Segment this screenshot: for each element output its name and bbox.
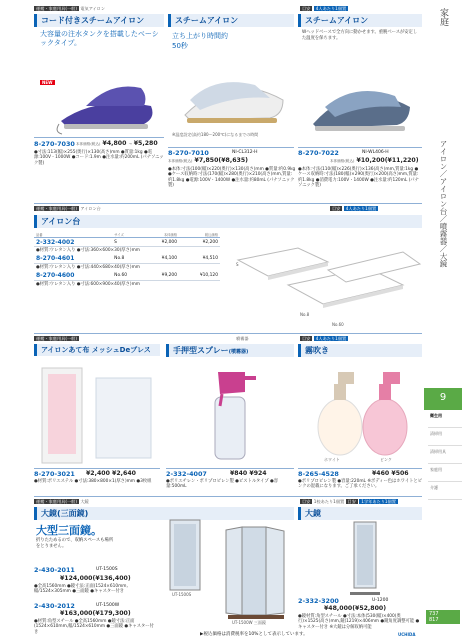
price: ¥2,400	[86, 470, 110, 477]
board-label: S	[236, 262, 239, 267]
product-tag: 運搬・家庭用具(一般) 大鏡	[36, 499, 89, 504]
product-spec: ●鏡材質:角型スチール ●寸法:本体(530(幅)×400(奥行)×1525(高さ)mm,鏡(1219)×406mm ●鏡角度調整可能 ●キャスター付き ※大鏡は分解収納可能	[298, 614, 420, 630]
product-code: 8-265-4528	[298, 470, 339, 478]
product-title	[166, 344, 294, 357]
product-price	[86, 470, 136, 477]
product-lead: Wヘッドベースで全方向に動かせます。重腕ベースが安定した温度を保ちます。	[302, 30, 418, 41]
divider	[34, 468, 160, 469]
product-title: アイロンあて布 メッシュDeプレス	[34, 344, 160, 356]
product-model: UT-1500W	[96, 603, 120, 608]
price: ¥163,000	[60, 610, 93, 617]
product-price	[372, 470, 409, 477]
product-model: NI-CL312-H	[232, 150, 258, 155]
table-row[interactable]: 8-270-4600 No.60 ¥9,200 ¥10,120	[36, 272, 218, 280]
product-spec: ●寸法:113(幅)×255(奥行)×130(高さ)mm ●質量:1kg ●電源:100V・1000W ●コード:1.9m ●注水量:約200mL (パナソニック製)	[34, 150, 164, 166]
side-tab-item[interactable]: 衛生用	[428, 410, 462, 428]
divider	[168, 147, 294, 148]
price: ¥10,200	[356, 157, 385, 164]
product-price	[60, 610, 131, 617]
price-tax: ¥2,640	[112, 470, 136, 477]
product-lead: 大容量の注水タンクを搭載したベーシックタイプ。	[40, 30, 159, 48]
product-code: 2-430-2012	[34, 602, 75, 610]
product-price: 本体価格(税込) ¥10,200(¥11,220)	[330, 157, 419, 164]
pressing-cloth-image	[36, 362, 161, 467]
title-sub: (噴霧器)	[228, 349, 249, 355]
table-row[interactable]: 2-332-4002 S ¥2,000 ¥2,200	[36, 238, 218, 246]
price: ¥7,850	[194, 157, 219, 164]
product-price	[60, 575, 131, 582]
page-number-box	[426, 610, 460, 624]
product-code: 8-270-7030	[34, 140, 75, 148]
price-tax: ¥506	[391, 470, 409, 477]
new-badge: NEW	[42, 80, 53, 85]
price: ¥48,000	[324, 605, 353, 612]
footer-note: ▶税込価格は消費税率を10%として表示しています。	[200, 632, 308, 637]
divider	[298, 147, 422, 148]
color-label: ホワイト	[324, 457, 340, 462]
product-spec: ●全高1560mm ●鏡寸法:正面(1524×610mm,幅/1524×305mm ●三面鏡 ●キャスター付き	[34, 584, 128, 595]
price: ¥4,800	[102, 140, 127, 147]
product-spec: ●材質:角型スチール ●全高1560mm ●鏡寸法:正面(1524×610mm,幅/1524×610mm ●三面鏡 ●キャスター付き	[34, 619, 154, 635]
title-main: 手押型スプレー	[173, 346, 229, 355]
usage-badge: 目安 4人あたり1個置	[332, 206, 377, 211]
product-price	[324, 605, 386, 612]
usage-badge: 目安 4人あたり1個置	[302, 336, 347, 341]
product-title: アイロン台	[34, 215, 422, 228]
category-vertical-title: アイロン／アイロン台／噴霧器／大鏡	[439, 140, 448, 268]
section-divider	[34, 496, 422, 497]
board-label: No.8	[300, 312, 310, 317]
product-model: U-1200	[372, 598, 389, 603]
product-code: 2-332-3200	[298, 597, 339, 605]
side-index	[428, 410, 462, 500]
side-tab-item[interactable]: 清掃用具	[428, 446, 462, 464]
page-number-b: 817	[429, 617, 439, 623]
product-title: コード付きスチームアイロン	[34, 14, 164, 27]
product-title: 大鏡(三面鏡)	[34, 507, 294, 520]
product-title: スチームアイロン	[168, 14, 294, 27]
product-code: 2-430-2011	[34, 566, 75, 574]
section-divider	[34, 203, 422, 204]
section-divider	[34, 333, 422, 334]
steam-iron-2-image	[305, 62, 417, 140]
price: ¥124,000	[60, 575, 93, 582]
product-price	[230, 470, 267, 477]
standing-mirror-image	[340, 520, 390, 600]
side-tab-item[interactable]: 介護	[428, 482, 462, 500]
price-tax: (¥179,300)	[92, 610, 131, 617]
product-spec: ●ポリプロピレン製 ●容量:220mL ※ボディー色はホワイトとピンクの混載になります。ご了承ください。	[298, 479, 423, 490]
side-tab-item[interactable]: 清掃用	[428, 428, 462, 446]
product-spec: ●材質:ポリエステル ●寸法:380×800×1(厚さ)mm ●3枚組	[34, 479, 152, 484]
divider	[166, 468, 294, 469]
product-code: 2-332-4007	[166, 470, 207, 478]
product-code: 8-270-3021	[34, 470, 75, 478]
ironing-board-image	[228, 230, 423, 330]
divider	[34, 137, 164, 138]
product-spec: ●本体:寸法(110(幅)×226(奥行)×136(高さ)mm,質量:1kg ●ケース収納時:寸法(180(幅)×290(奥行)×200(高さ)mm,質量:約1.8kg ●消費電力:100V・1400W ●注水量:約120mL (パナソニック製)	[298, 167, 419, 189]
price-tax: (¥52,800)	[352, 605, 387, 612]
product-title: 霧吹き	[298, 344, 422, 357]
product-note: ※温度設定(高約180～200℃)になるまでの時間	[172, 132, 259, 137]
price: ¥840	[230, 470, 248, 477]
spray-bottle-image	[200, 362, 260, 462]
price-tax: (¥136,400)	[92, 575, 131, 582]
footer-brand: UCHIDA	[398, 632, 416, 637]
page-number-a: 737	[429, 611, 439, 617]
side-tab-item[interactable]: 家庭用	[428, 464, 462, 482]
product-price: 本体価格(税込) ¥7,850(¥8,635)	[168, 157, 248, 164]
price-tax: (¥8,635)	[218, 157, 248, 164]
usage-badge: 目安 4人あたり1個置	[302, 6, 347, 11]
price-tax: (¥11,220)	[384, 157, 419, 164]
divider	[298, 468, 422, 469]
product-price: 本体価格(税込) ¥4,800 → ¥5,280	[76, 140, 158, 147]
product-tag: 噴霧器	[236, 336, 249, 341]
product-tag: 運搬・家庭用具(一般) 電気アイロン	[36, 6, 106, 11]
product-model: NI-WL406-H	[362, 150, 389, 155]
usage-badge: 目安 1校あたり1個置 目安 1学年あたり1個置	[302, 499, 396, 504]
product-big-lead: 大型三面鏡。	[36, 524, 102, 537]
board-label: No.60	[332, 322, 344, 327]
product-code: 8-270-7022	[298, 149, 339, 157]
price-tax: ¥924	[249, 470, 267, 477]
product-tag: 運搬・家庭用具(一般) アイロン台	[36, 206, 101, 211]
image-label: UT-1500W 三面鏡	[232, 620, 266, 625]
product-title: スチームアイロン	[298, 14, 422, 27]
color-label: ピンク	[380, 457, 392, 462]
product-code: 8-270-7010	[168, 149, 209, 157]
price-tax: ¥5,280	[133, 140, 158, 147]
product-model: UT-1500S	[96, 567, 118, 572]
mist-bottle-image	[310, 362, 415, 462]
product-lead: 立ち上がり時間約50秒	[172, 32, 228, 50]
page-tab: 9	[424, 388, 462, 410]
price-label: 本体価格(税込)	[76, 142, 101, 146]
product-lead: 折りたためるので、収納スペースも場所をとりません。	[36, 538, 114, 549]
section-title: 家庭	[438, 8, 448, 26]
triple-mirror-image	[166, 515, 294, 625]
cord-iron-image	[56, 66, 160, 136]
table-row[interactable]: 8-270-4601 No.8 ¥4,100 ¥4,510	[36, 255, 218, 263]
product-spec: ●本体:寸法(100(幅)×220(奥行)×130(高さ)mm ●質量:約0.9kg ●ケース収納時:寸法(170(幅)×280(奥行)×210(高さ)mm,質量:約1.8kg ●電源:100V・1400W ●注水量:約80mL (パナソニック製)	[168, 167, 296, 189]
product-spec: ●ポリエチレン・ポリプロピレン製 ●ピストルタイプ ●容量:500mL	[166, 479, 279, 490]
price: ¥460	[372, 470, 390, 477]
product-title: 大鏡	[298, 507, 422, 520]
product-tag: 運搬・家庭用具(一般)	[36, 336, 77, 341]
board-price-table: 品番 サイズ 本体価格 税込価格 2-332-4002 S ¥2,000 ¥2,200 ●材質:ウレタン入り ●寸法:360×600×30(厚さ)mm 8-270-4601 No.8 ¥4,100 ¥4,510 ●材質:ウレタン入り ●寸法:440×680×40(厚さ)mm 8-270-4600 No.60 ¥9,200 ¥10,120 ●材質:ウレタン入り ●寸法:600×900×40(厚さ)mm	[36, 233, 218, 288]
image-label: UT-1500S	[172, 592, 192, 597]
steam-iron-image	[175, 60, 290, 130]
